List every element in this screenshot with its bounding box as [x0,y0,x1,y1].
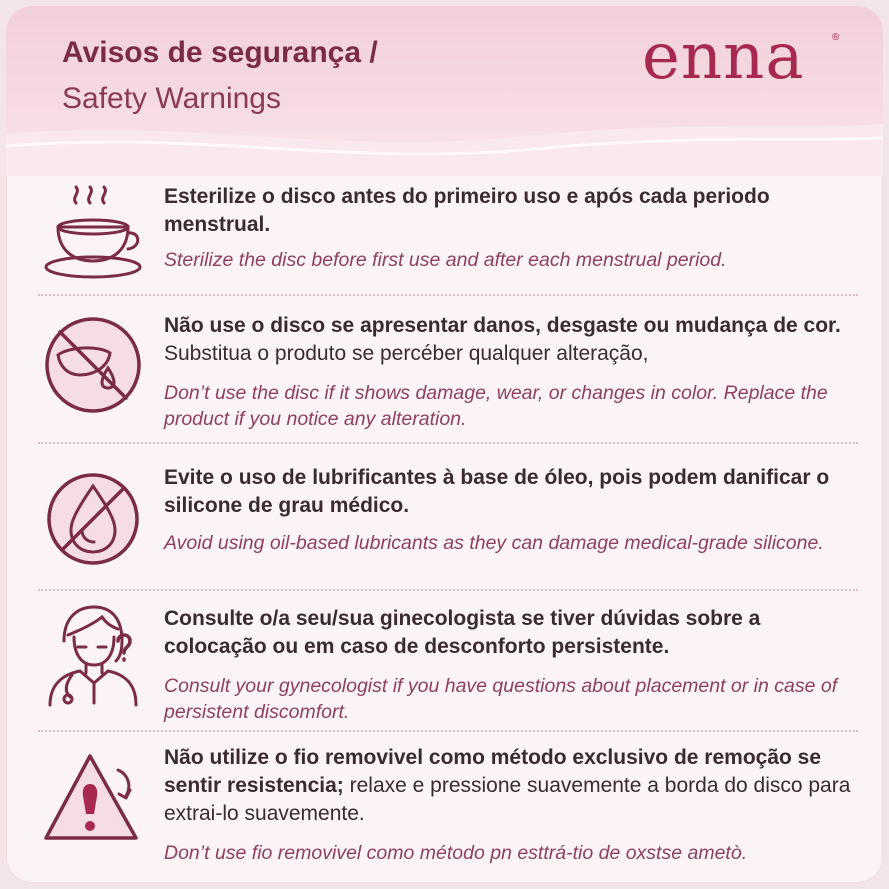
header [6,6,883,176]
brand-logo: enna [642,20,805,94]
warning-text-english: Sterilize the disc before first use and after each menstrual period. [164,249,727,271]
divider [38,294,858,296]
warning-text-english: Consult your gynecologist if you have questions about placement or in case of persistent discomfort. [164,675,838,723]
divider [38,730,858,732]
warning-text-portuguese: Evite o uso de lubrificantes à base de óleo, pois podem danificar o silicone de grau médico. [164,466,830,517]
no-oil-drop-icon [38,464,148,574]
gynecologist-question-icon [38,601,148,711]
brand-registered-mark: ® [832,32,840,43]
warning-text-english: Avoid using oil-based lubricants as they can damage medical-grade silicone. [164,532,824,554]
warning-text-portuguese: Consulte o/a seu/sua ginecologista se tiver dúvidas sobre a colocação ou em caso de desconforto persistente. [164,607,761,658]
divider [38,442,858,444]
warning-text-english: Don’t use the disc if it shows damage, wear, or changes in color. Replace the product if you notice any alteration. [164,382,828,430]
no-damaged-disc-icon [38,310,148,420]
warning-text-portuguese: Esterilize o disco antes do primeiro uso e após cada periodo menstrual. [164,185,770,236]
safety-warnings-card [6,6,883,883]
page-title-english: Safety Warnings [62,82,281,115]
page-title-portuguese: Avisos de segurança / [62,36,378,69]
divider [38,589,858,591]
warning-text-portuguese: Não utilize o fio removivel como método exclusivo de remoção se sentir resistencia; relaxe e pressione suavemente a borda do disco para extrai-lo suavemente. [164,746,851,825]
warning-text-portuguese: Não use o disco se apresentar danos, desgaste ou mudança de cor. Substitua o produto se percéber qualquer alteração, [164,314,841,365]
steaming-cup-icon [38,179,148,289]
warning-text-english: Don’t use fio removivel como método pn esttrá-tio de oxstse ametò. [164,842,748,864]
warning-triangle-icon [38,746,148,856]
